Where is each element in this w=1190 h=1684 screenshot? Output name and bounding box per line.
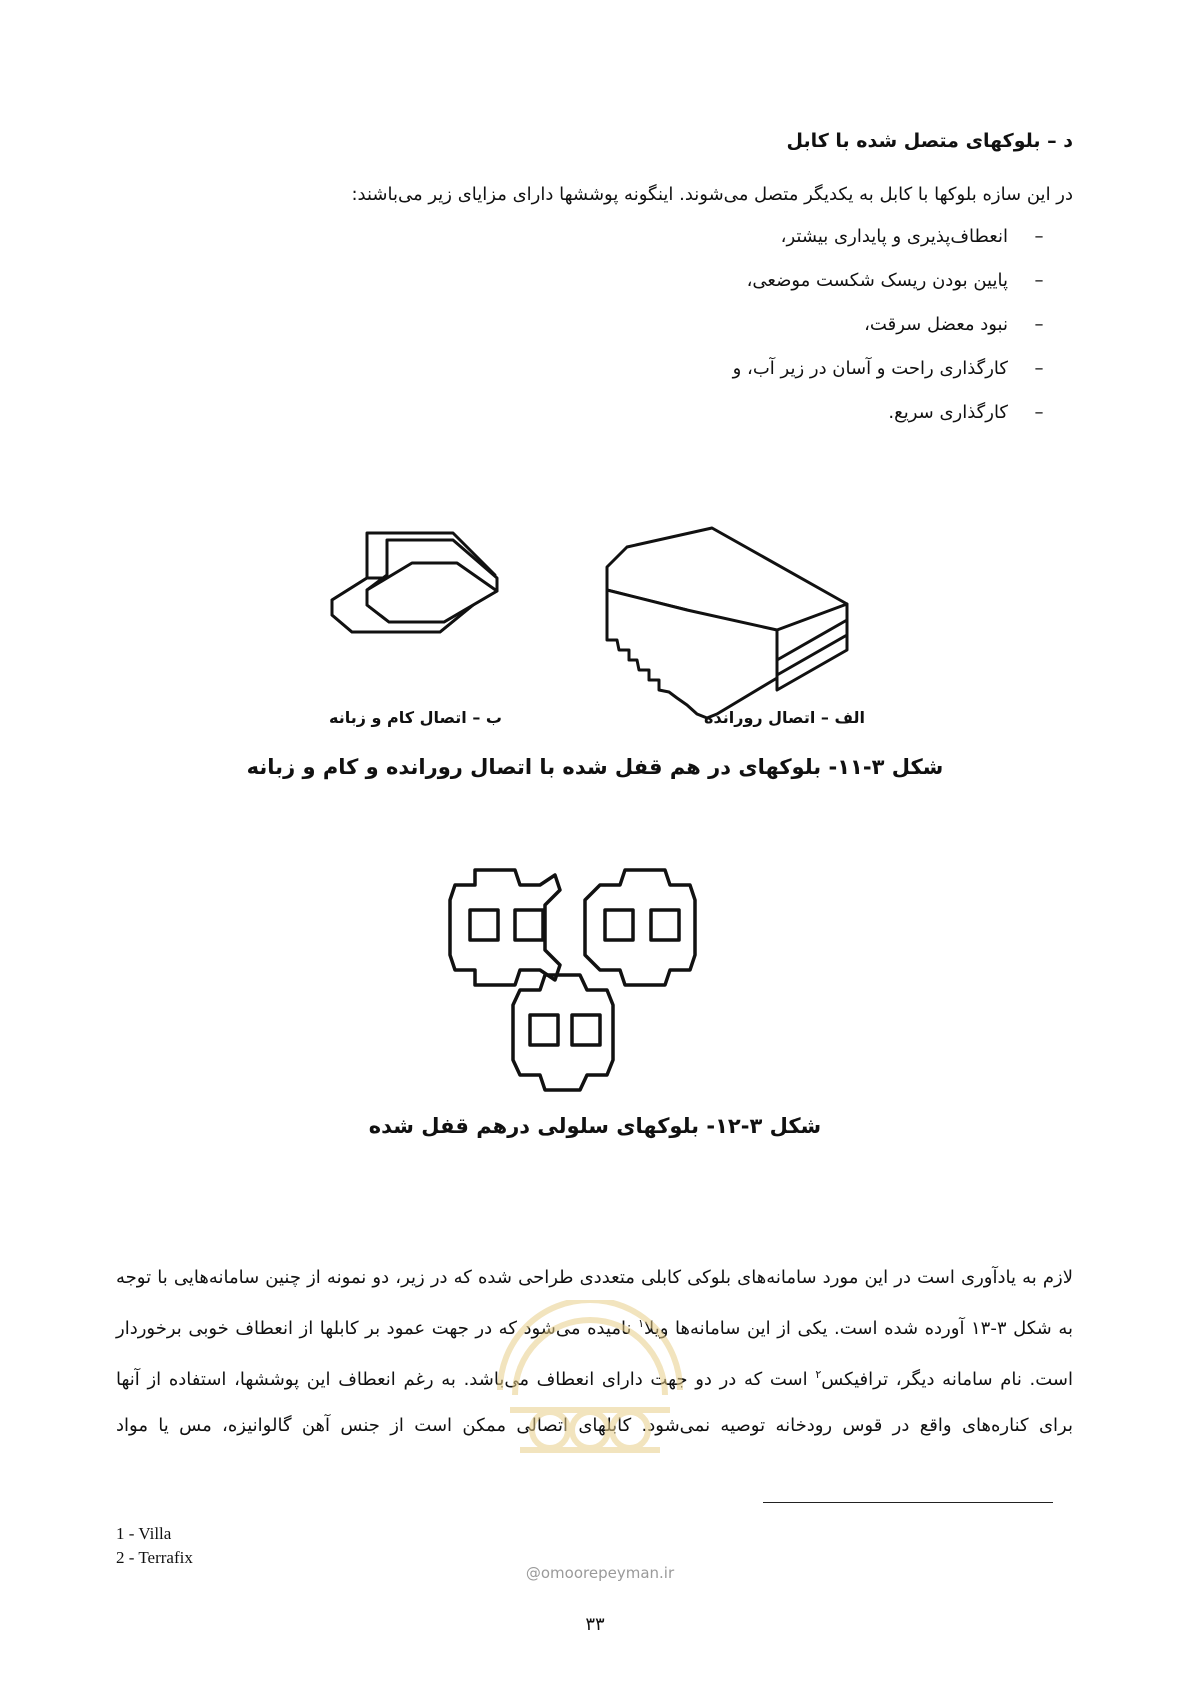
- interlocking-blocks-drawing: [307, 500, 887, 738]
- advantages-list: [350, 222, 1050, 442]
- bullet-dash: –: [1034, 270, 1044, 291]
- paragraph-text: است که در دو جهت دارای انعطاف می‌باشد. به رغم انعطاف این پوششها، استفاده از آنها برای کناره‌های واقع در قوس رودخانه توصیه نمی‌شود. کابلهای اتصالی ممکن است از جنس آهن گالوانیزه، مس یا مواد: [116, 1369, 1073, 1436]
- list-item: [350, 310, 1050, 354]
- cell-block-bottom: [513, 975, 613, 1090]
- bullet-dash: –: [1034, 314, 1044, 335]
- cell-hole: [470, 910, 498, 940]
- list-item-text: کارگذاری سریع.: [888, 402, 1008, 423]
- list-item-text: پایین بودن ریسک شکست موضعی،: [746, 270, 1008, 291]
- footnote-ref: ۲: [815, 1368, 822, 1381]
- list-item-text: کارگذاری راحت و آسان در زیر آب، و: [732, 358, 1008, 379]
- bullet-dash: –: [1034, 402, 1044, 423]
- list-item: [350, 222, 1050, 266]
- figure-12-caption: شکل ۳-۱۲- بلوکهای سلولی درهم قفل شده: [368, 1114, 822, 1138]
- body-paragraph: [116, 1255, 1073, 1449]
- cell-hole: [605, 910, 633, 940]
- list-item: [350, 266, 1050, 310]
- cellular-blocks-drawing: [415, 830, 775, 1100]
- footnote: 2 - Terrafix: [116, 1548, 193, 1567]
- footnote-ref: ۱: [638, 1317, 645, 1330]
- intro-text: در این سازه بلوکها با کابل به یکدیگر متصل می‌شوند. اینگونه پوششها دارای مزایای زیر می‌باشند:: [351, 184, 1073, 205]
- paragraph-text: لازم به یادآوری است در این مورد سامانه‌های بلوکی کابلی متعددی طراحی شده که در زیر، دو نمونه از چنین سامانه‌هایی با توجه به شکل ۳-۱۳ آورده شده است. یکی از این سامانه‌ها ویلا: [116, 1267, 1073, 1339]
- list-item-text: انعطاف‌پذیری و پایداری بیشتر،: [780, 226, 1008, 247]
- figure-cellular-blocks: [415, 830, 775, 1100]
- figure-11-label-a: الف – اتصال رورانده: [704, 708, 865, 727]
- bullet-dash: –: [1034, 358, 1044, 379]
- footnote-divider: [763, 1502, 1053, 1503]
- cell-hole: [530, 1015, 558, 1045]
- footnotes: [116, 1522, 193, 1570]
- footnote: 1 - Villa: [116, 1524, 172, 1543]
- figure-11-caption: شکل ۳-۱۱- بلوکهای در هم قفل شده با اتصال رورانده و کام و زبانه: [246, 755, 944, 779]
- cell-hole: [572, 1015, 600, 1045]
- bullet-dash: –: [1034, 226, 1044, 247]
- list-item: [350, 354, 1050, 398]
- list-item-text: نبود معضل سرقت،: [864, 314, 1008, 335]
- cell-hole: [515, 910, 543, 940]
- figure-11-label-b: ب – اتصال کام و زبانه: [329, 708, 502, 727]
- cell-hole: [651, 910, 679, 940]
- watermark-url: @omoorepeyman.ir: [525, 1564, 675, 1582]
- section-heading: د – بلوکهای متصل شده با کابل: [786, 130, 1073, 152]
- paragraph-text: نامیده می‌شود که در جهت عمود بر کابلها از انعطاف خوبی برخوردار است. نام سامانه دیگر، ترافیکس: [116, 1318, 1074, 1390]
- list-item: [350, 398, 1050, 442]
- figure-interlocking-blocks: [307, 500, 887, 738]
- page-number: ۳۳: [585, 1614, 605, 1635]
